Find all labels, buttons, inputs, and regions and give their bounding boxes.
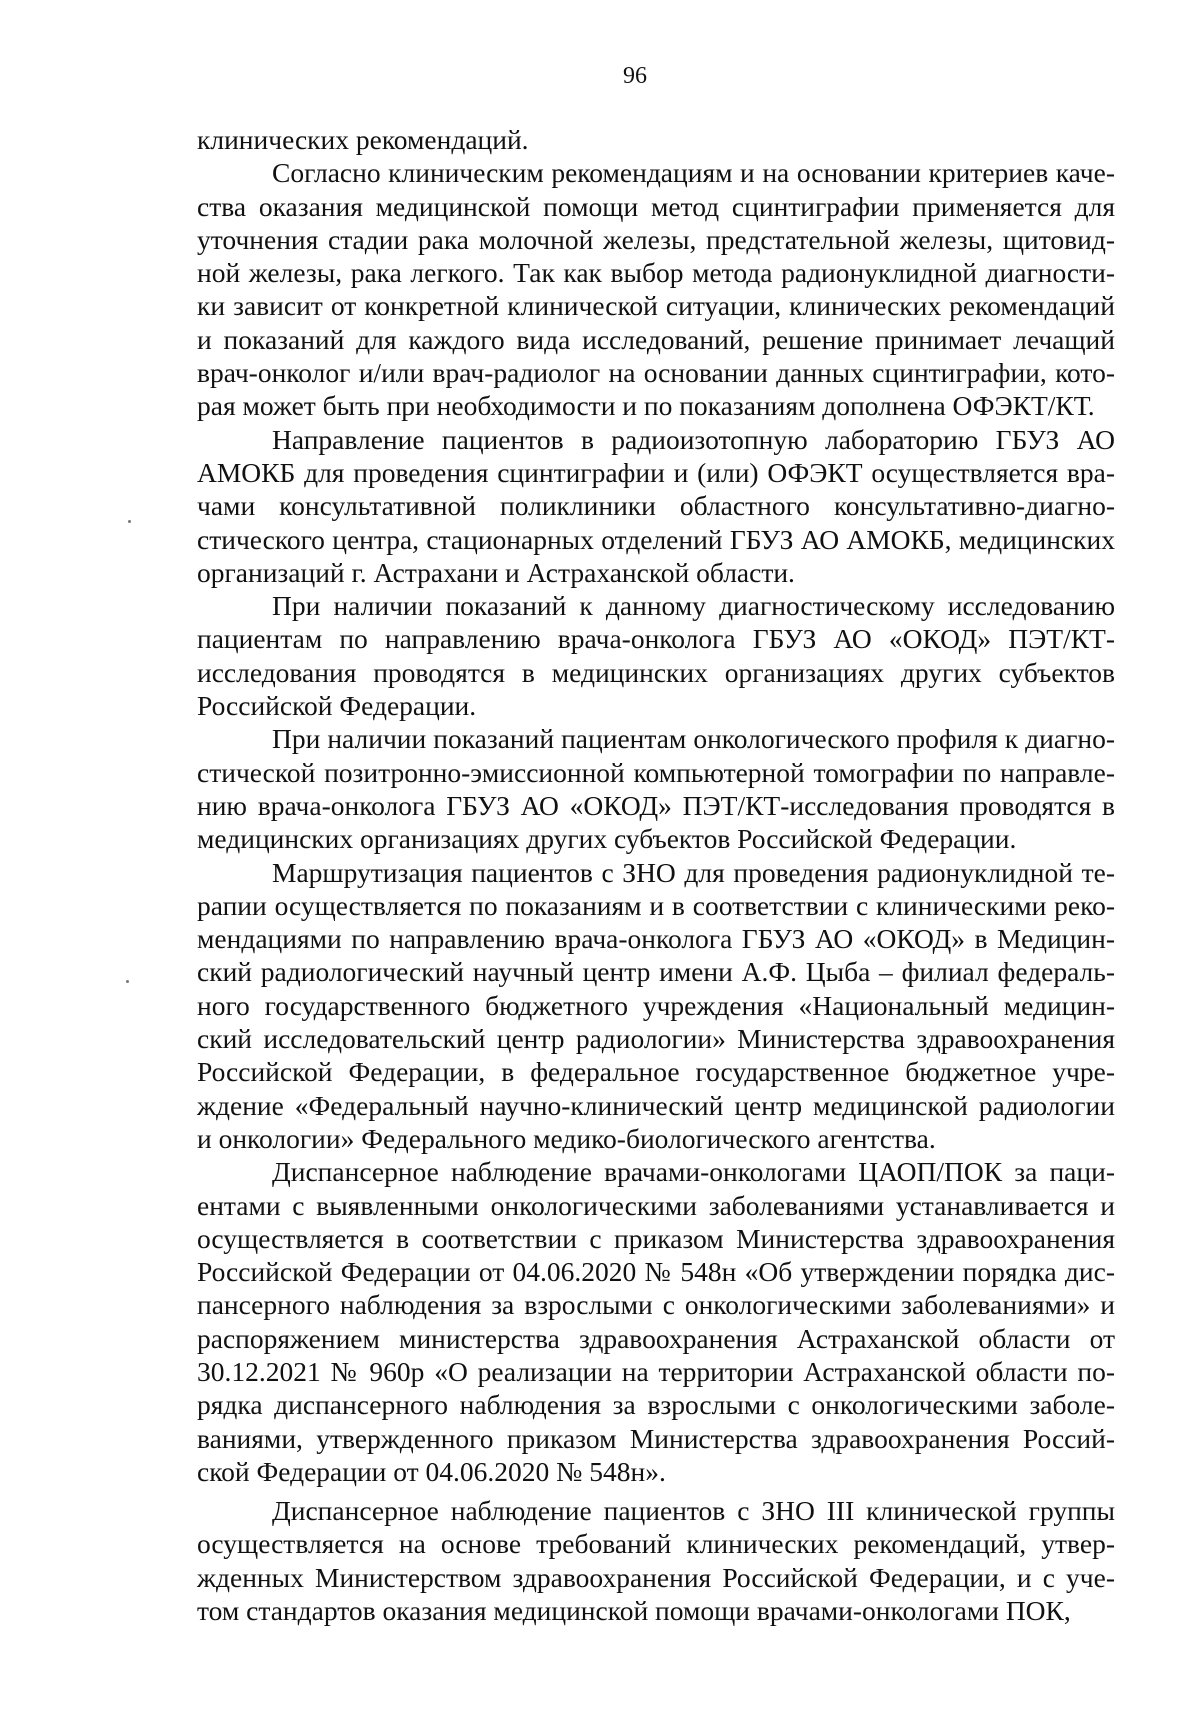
paragraph-dispensary-observation: Диспансерное наблюдение врачами-онкологами ЦАОП/ПОК за пациентами с выявленными онкологическими заболеваниями устанавливается и осуществляется в соответствии с приказом Министерства здравоохранения Российской Федерации от 04.06.2020 № 548н «Об утверждении порядка диспансерного наблюдения за взрослыми с онкологическими заболеваниями» и распоряжением министерства здравоохранения Астраханской области от 30.12.2021 № 960р «О реализации на территории Астраханской области порядка диспансерного наблюдения за взрослыми с онкологическими заболеваниями, утвержденного приказом Министерства здравоохранения Российской Федерации от 04.06.2020 № 548н». [197, 1156, 1115, 1487]
paragraph-referral-lab: Направление пациентов в радиоизотопную лабораторию ГБУЗ АО АМОКБ для проведения сцинтиграфии и (или) ОФЭКТ осуществляется врачами консультативной поликлиники областного консультативно-диагностического центра, стационарных отделений ГБУЗ АО АМОКБ, медицинских организаций г. Астрахани и Астраханской области. [197, 423, 1115, 588]
paragraph-scintigraphy: Согласно клиническим рекомендациям и на основании критериев качества оказания медицинской помощи метод сцинтиграфии применяется для уточнения стадии рака молочной железы, предстательной железы, щитовидной железы, рака легкого. Так как выбор метода радионуклидной диагностики зависит от конкретной клинической ситуации, клинических рекомендаций и показаний для каждого вида исследований, решение принимает лечащий врач-онколог и/или врач-радиолог на основании данных сцинтиграфии, которая может быть при необходимости и по показаниям дополнена ОФЭКТ/КТ. [197, 157, 1115, 422]
paragraph-dispensary-group-three: Диспансерное наблюдение пациентов с ЗНО III клинической группы осуществляется на основе требований клинических рекомендаций, утвержденных Министерством здравоохранения Российской Федерации, и с учетом стандартов оказания медицинской помощи врачами-онкологами ПОК, [197, 1495, 1115, 1627]
page-number: 96 [623, 63, 647, 89]
paragraph-pet-ct-oncology: При наличии показаний пациентам онкологического профиля к диагностической позитронно-эмиссионной компьютерной томографии по направлению врача-онколога ГБУЗ АО «ОКОД» ПЭТ/КТ-исследования проводятся в медицинских организациях других субъектов Российской Федерации. [197, 723, 1115, 855]
paragraph-pet-ct: При наличии показаний к данному диагностическому исследованию пациентам по направлению врача-онколога ГБУЗ АО «ОКОД» ПЭТ/КТ-исследования проводятся в медицинских организациях других субъектов Российской Федерации. [197, 590, 1115, 722]
document-body [197, 123, 1115, 1627]
paragraph-radionuclide-therapy: Маршрутизация пациентов с ЗНО для проведения радионуклидной терапии осуществляется по показаниям и в соответствии с клиническими рекомендациями по направлению врача-онколога ГБУЗ АО «ОКОД» в Медицинский радиологический научный центр имени А.Ф. Цыба – филиал федерального государственного бюджетного учреждения «Национальный медицинский исследовательский центр радиологии» Министерства здравоохранения Российской Федерации, в федеральное государственное бюджетное учреждение «Федеральный научно-клинический центр медицинской радиологии и онкологии» Федерального медико-биологического агентства. [197, 856, 1115, 1154]
paragraph-continuation: клинических рекомендаций. [197, 124, 529, 155]
scan-speck [126, 980, 129, 983]
scan-speck [128, 520, 131, 523]
